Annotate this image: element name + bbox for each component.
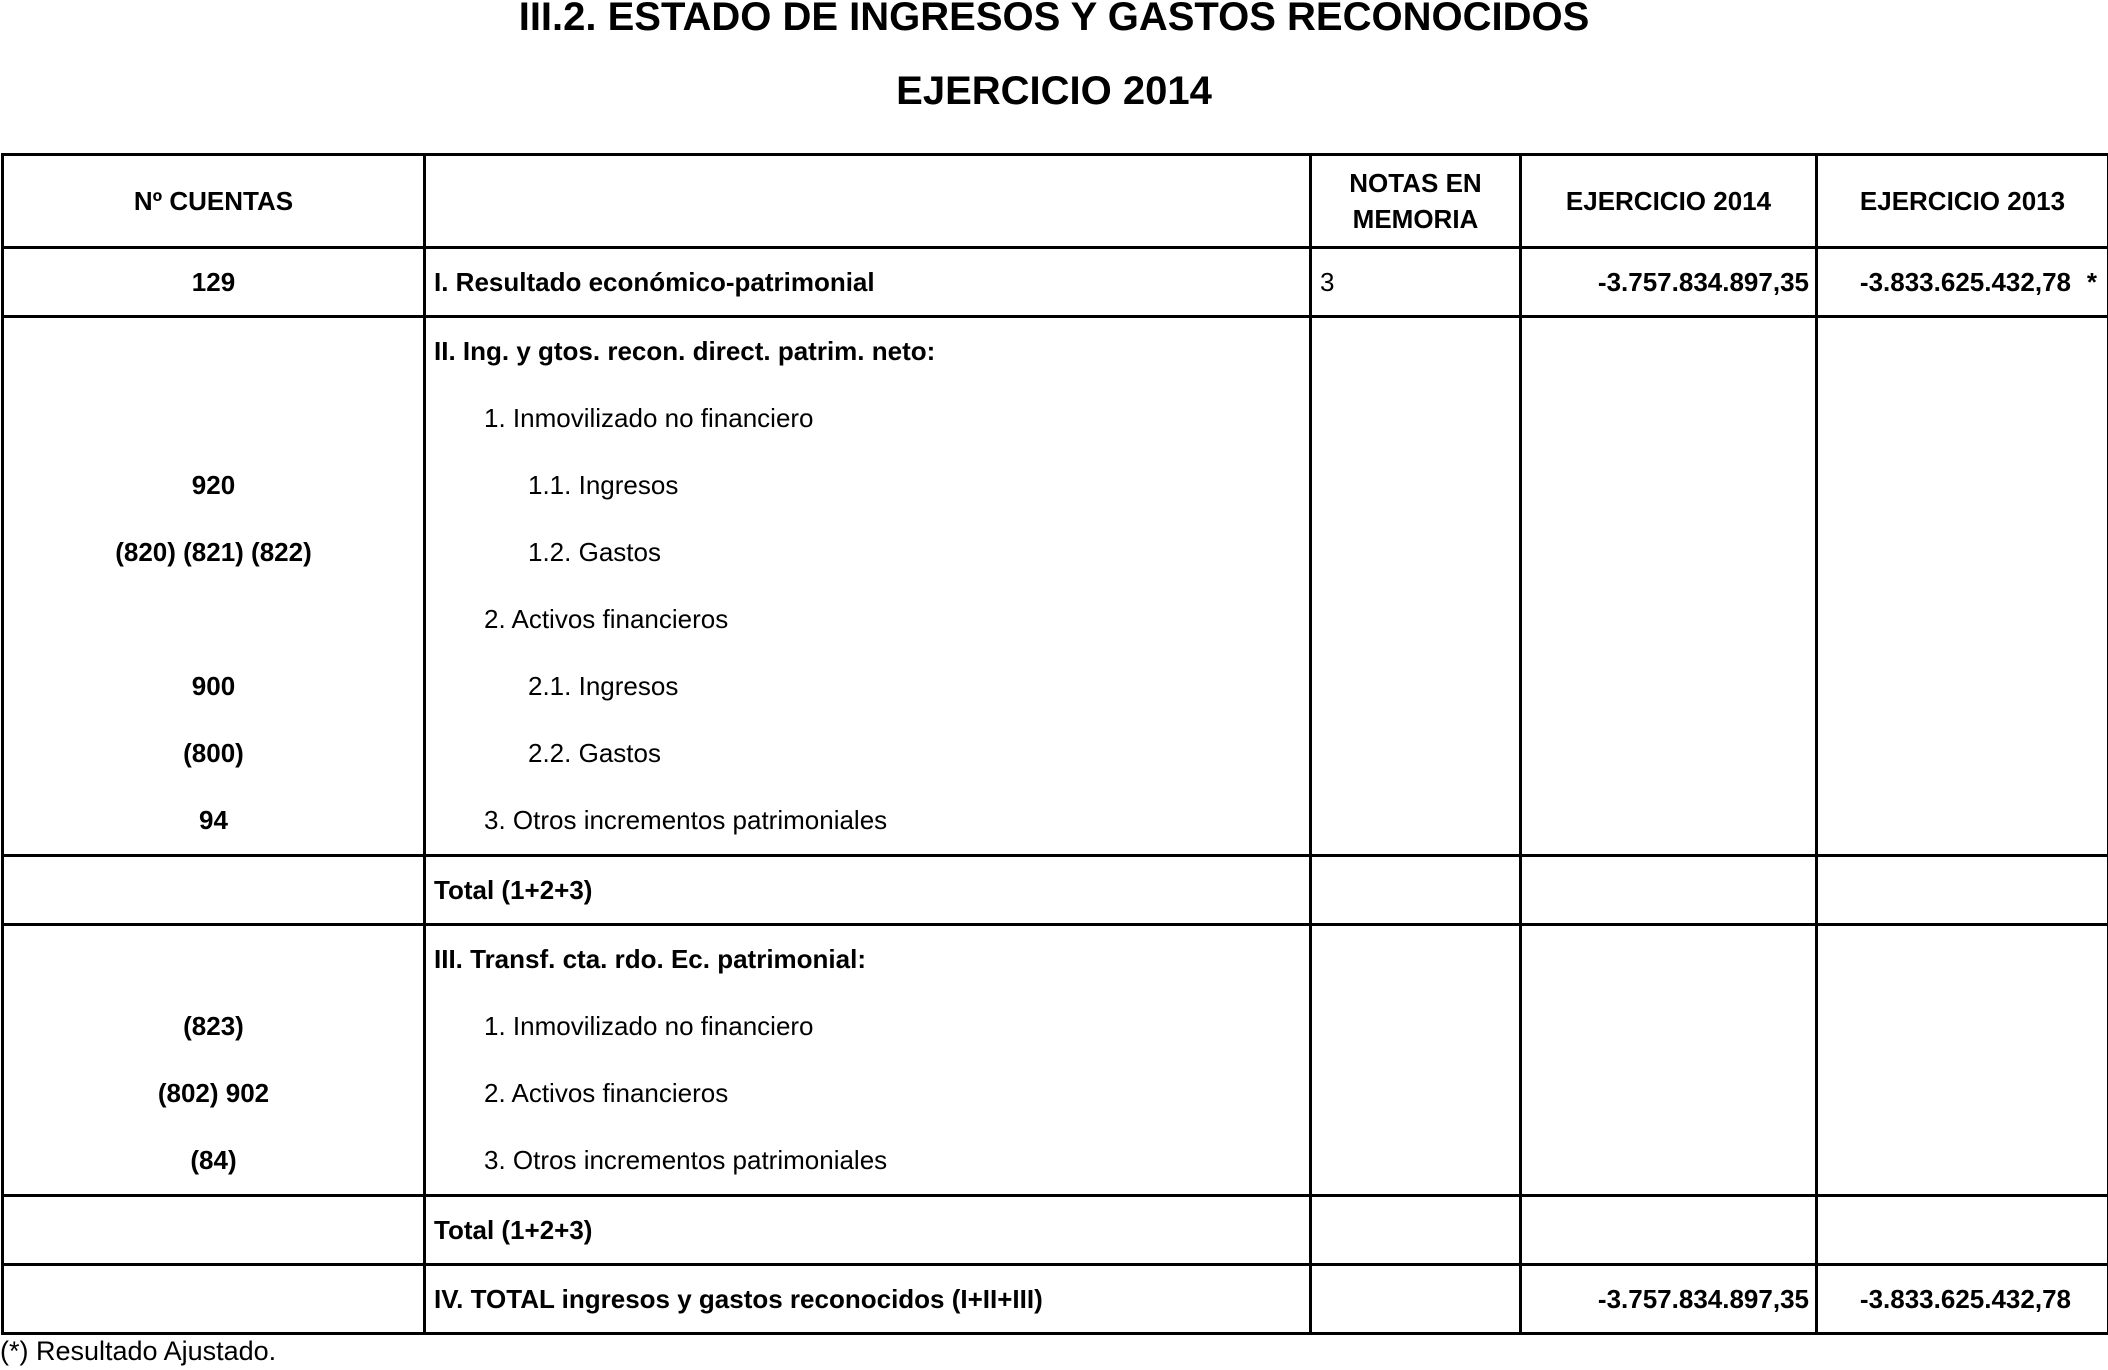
section-ii-2013 (1817, 317, 2108, 856)
row-resultado-label: I. Resultado económico-patrimonial (425, 248, 1311, 317)
header-descripcion (425, 155, 1311, 248)
section-iii-total-2014 (1521, 1196, 1817, 1265)
section-iii-total-2013 (1817, 1196, 2108, 1265)
section-ii-block (3, 317, 2108, 856)
section-ii-cuenta (4, 586, 423, 653)
section-iii-item: 3. Otros incrementos patrimoniales (484, 1145, 888, 1175)
section-iii-total-label: Total (1+2+3) (425, 1196, 1311, 1265)
section-iii-cuentas (3, 925, 425, 1196)
footnote: (*) Resultado Ajustado. (0, 1336, 277, 1366)
section-ii-item: 2.1. Ingresos (528, 671, 679, 701)
document-subtitle: EJERCICIO 2014 (896, 69, 1212, 113)
row-resultado-2013-value: -3.833.625.432,78 (1859, 266, 2071, 297)
header-row (3, 155, 2108, 248)
row-total-iv-cuenta (3, 1265, 425, 1334)
section-iii-heading: III. Transf. cta. rdo. Ec. patrimonial: (434, 944, 866, 974)
section-ii-cuenta: 94 (199, 805, 228, 835)
section-ii-item: 2. Activos financieros (484, 604, 729, 634)
row-resultado-cuenta: 129 (3, 248, 425, 317)
section-iii-total-nota (1311, 1196, 1521, 1265)
section-ii-total-cuenta (3, 856, 425, 925)
section-ii-cuenta: (800) (183, 738, 244, 768)
adjusted-mark: * (2086, 266, 2097, 297)
section-ii-labels (425, 317, 1311, 856)
row-resultado-2013 (1817, 248, 2108, 317)
row-total-iv-2013: -3.833.625.432,78 (1817, 1265, 2108, 1334)
section-iii-2014 (1521, 925, 1817, 1196)
section-ii-item: 1.1. Ingresos (528, 470, 679, 500)
section-ii-item: 2.2. Gastos (528, 738, 661, 768)
document-title: III.2. ESTADO DE INGRESOS Y GASTOS RECONOCIDOS (518, 0, 1590, 39)
statement-table (1, 153, 2108, 1335)
section-ii-cuenta: (820) (821) (822) (115, 537, 312, 567)
row-total-iv-nota (1311, 1265, 1521, 1334)
section-ii-cuenta-blank (4, 318, 423, 385)
section-iii-total-row (3, 1196, 2108, 1265)
header-ejercicio-2013: EJERCICIO 2013 (1817, 155, 2108, 248)
section-iii-total-cuenta (3, 1196, 425, 1265)
header-ejercicio-2014: EJERCICIO 2014 (1521, 155, 1817, 248)
section-ii-notas (1311, 317, 1521, 856)
section-ii-cuentas (3, 317, 425, 856)
section-ii-total-label: Total (1+2+3) (425, 856, 1311, 925)
row-total-iv-label: IV. TOTAL ingresos y gastos reconocidos (I+II+III) (425, 1265, 1311, 1334)
section-iii-cuenta: (84) (190, 1145, 237, 1175)
header-cuentas: Nº CUENTAS (3, 155, 425, 248)
section-iii-labels (425, 925, 1311, 1196)
row-resultado-nota: 3 (1311, 248, 1521, 317)
header-notas-line1: NOTAS EN (1349, 168, 1482, 198)
section-ii-heading: II. Ing. y gtos. recon. direct. patrim. neto: (434, 336, 936, 366)
section-iii-2013 (1817, 925, 2108, 1196)
section-ii-2014 (1521, 317, 1817, 856)
section-ii-total-2013 (1817, 856, 2108, 925)
header-notas (1311, 155, 1521, 248)
section-ii-total-2014 (1521, 856, 1817, 925)
row-resultado-2014: -3.757.834.897,35 (1521, 248, 1817, 317)
section-ii-cuenta (4, 385, 423, 452)
section-ii-total-row (3, 856, 2108, 925)
row-resultado (3, 248, 2108, 317)
section-iii-block (3, 925, 2108, 1196)
section-ii-cuenta: 920 (191, 470, 236, 500)
section-ii-item: 3. Otros incrementos patrimoniales (484, 805, 888, 835)
section-ii-cuenta: 900 (191, 671, 236, 701)
section-iii-cuenta: (823) (183, 1011, 244, 1041)
section-iii-item: 2. Activos financieros (484, 1078, 729, 1108)
section-ii-item: 1.2. Gastos (528, 537, 661, 567)
header-notas-line2: MEMORIA (1352, 204, 1479, 234)
row-total-iv (3, 1265, 2108, 1334)
section-ii-total-nota (1311, 856, 1521, 925)
section-ii-item: 1. Inmovilizado no financiero (484, 403, 814, 433)
section-iii-cuenta-blank (4, 926, 423, 993)
section-iii-cuenta: (802) 902 (157, 1078, 270, 1108)
section-iii-notas (1311, 925, 1521, 1196)
section-iii-item: 1. Inmovilizado no financiero (484, 1011, 814, 1041)
row-total-iv-2014: -3.757.834.897,35 (1521, 1265, 1817, 1334)
